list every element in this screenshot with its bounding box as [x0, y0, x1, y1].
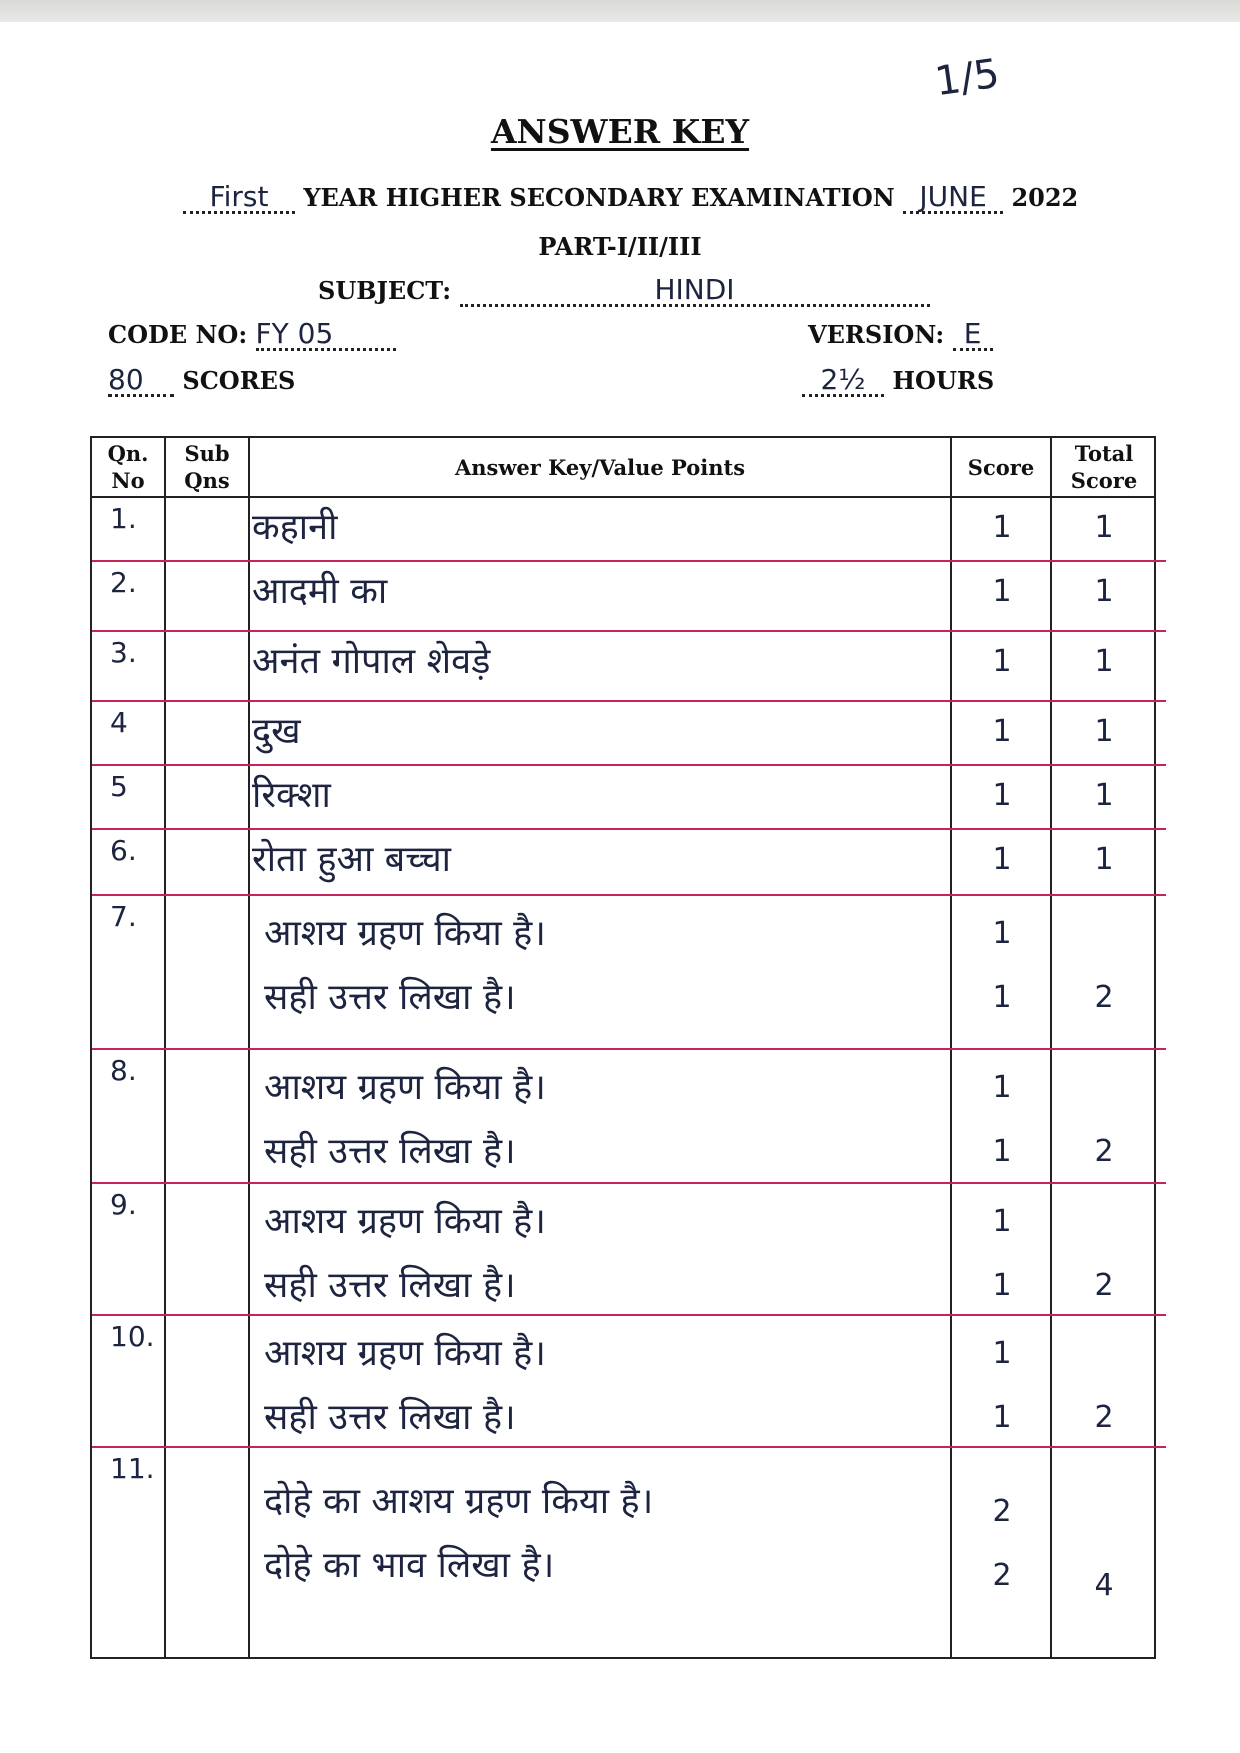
answer-point: आशय ग्रहण किया है।	[264, 913, 546, 954]
hours-value: 2½	[820, 363, 866, 396]
table-row	[92, 764, 1154, 828]
answer-point: कहानी	[252, 507, 338, 548]
part-line: PART-I/II/III	[538, 232, 702, 261]
score-value: 1	[992, 574, 1012, 609]
score-value: 1	[992, 1336, 1012, 1371]
scan-edge	[0, 0, 1240, 22]
total-score-value: 1	[1094, 510, 1114, 545]
question-number: 9.	[110, 1188, 137, 1221]
question-number: 1.	[110, 502, 137, 535]
answer-point: सही उत्तर लिखा है।	[264, 1397, 516, 1438]
score-value: 1	[992, 916, 1012, 951]
table-row	[92, 630, 1154, 700]
month-value: JUNE	[919, 180, 987, 213]
score-value: 1	[992, 778, 1012, 813]
score-value: 1	[992, 1070, 1012, 1105]
version-label: VERSION:	[808, 320, 945, 349]
total-score-value: 1	[1094, 574, 1114, 609]
answer-point: आशय ग्रहण किया है।	[264, 1201, 546, 1242]
answer-point: आशय ग्रहण किया है।	[264, 1067, 546, 1108]
question-number: 2.	[110, 566, 137, 599]
page-number-mark: 1/5	[932, 50, 1003, 106]
total-score-value: 2	[1094, 980, 1114, 1015]
score-value: 1	[992, 510, 1012, 545]
exam-line	[183, 180, 1079, 214]
code-line	[108, 317, 396, 351]
scores-line	[108, 363, 296, 397]
exam-label: YEAR HIGHER SECONDARY EXAMINATION	[303, 183, 895, 212]
score-value: 1	[992, 980, 1012, 1015]
score-value: 1	[992, 1400, 1012, 1435]
subject-line	[318, 273, 930, 307]
score-value: 1	[992, 714, 1012, 749]
answer-point: दोहे का भाव लिखा है।	[264, 1545, 555, 1586]
answer-table	[90, 436, 1156, 1659]
question-number: 7.	[110, 900, 137, 933]
subject-value: HINDI	[654, 273, 735, 306]
code-value: FY 05	[255, 317, 334, 350]
score-value: 1	[992, 1268, 1012, 1303]
scores-label: SCORES	[182, 366, 296, 395]
version-line	[808, 317, 993, 351]
table-row	[92, 1446, 1154, 1661]
total-score-value: 1	[1094, 714, 1114, 749]
answer-point: रोता हुआ बच्चा	[252, 839, 451, 880]
table-row	[92, 894, 1154, 1048]
question-number: 5	[110, 770, 128, 803]
table-row	[92, 1182, 1154, 1314]
score-value: 2	[992, 1558, 1012, 1593]
header-total-score: Total Score	[1070, 441, 1138, 493]
question-number: 6.	[110, 834, 137, 867]
page-title: ANSWER KEY	[490, 112, 750, 151]
score-value: 1	[992, 842, 1012, 877]
year-value: First	[209, 180, 269, 213]
answer-point: सही उत्तर लिखा है।	[264, 1265, 516, 1306]
total-score-value: 1	[1094, 842, 1114, 877]
table-row	[92, 1048, 1154, 1182]
total-score-value: 1	[1094, 778, 1114, 813]
score-value: 1	[992, 1204, 1012, 1239]
table-row	[92, 828, 1154, 894]
header-answer-key: Answer Key/Value Points	[454, 454, 746, 480]
table-row	[92, 700, 1154, 764]
score-value: 1	[992, 644, 1012, 679]
answer-point: सही उत्तर लिखा है।	[264, 977, 516, 1018]
total-score-value: 1	[1094, 644, 1114, 679]
header-sub-qns: Sub Qns	[184, 441, 230, 493]
answer-point: दुख	[252, 711, 301, 752]
question-number: 8.	[110, 1054, 137, 1087]
header-score: Score	[967, 454, 1035, 480]
total-score-value: 2	[1094, 1268, 1114, 1303]
table-row	[92, 560, 1154, 630]
answer-point: दोहे का आशय ग्रहण किया है।	[264, 1481, 654, 1522]
score-value: 1	[992, 1134, 1012, 1169]
answer-point: आदमी का	[252, 571, 388, 612]
hours-line	[802, 363, 995, 397]
version-value: E	[963, 317, 982, 350]
question-number: 10.	[110, 1320, 155, 1353]
total-score-value: 2	[1094, 1134, 1114, 1169]
header-qn-no: Qn. No	[107, 441, 149, 493]
answer-point: आशय ग्रहण किया है।	[264, 1333, 546, 1374]
score-value: 2	[992, 1494, 1012, 1529]
subject-label: SUBJECT:	[318, 276, 452, 305]
code-label: CODE NO:	[108, 320, 248, 349]
table-row	[92, 1314, 1154, 1446]
answer-point: अनंत गोपाल शेवड़े	[252, 641, 491, 682]
answer-point: रिक्शा	[252, 775, 331, 816]
question-number: 4	[110, 706, 128, 739]
table-row	[92, 496, 1154, 560]
exam-year: 2022	[1011, 183, 1079, 212]
question-number: 11.	[110, 1452, 155, 1485]
hours-label: HOURS	[892, 366, 995, 395]
answer-point: सही उत्तर लिखा है।	[264, 1131, 516, 1172]
total-score-value: 4	[1094, 1568, 1114, 1603]
total-score-value: 2	[1094, 1400, 1114, 1435]
scores-value: 80	[108, 363, 144, 396]
question-number: 3.	[110, 636, 137, 669]
